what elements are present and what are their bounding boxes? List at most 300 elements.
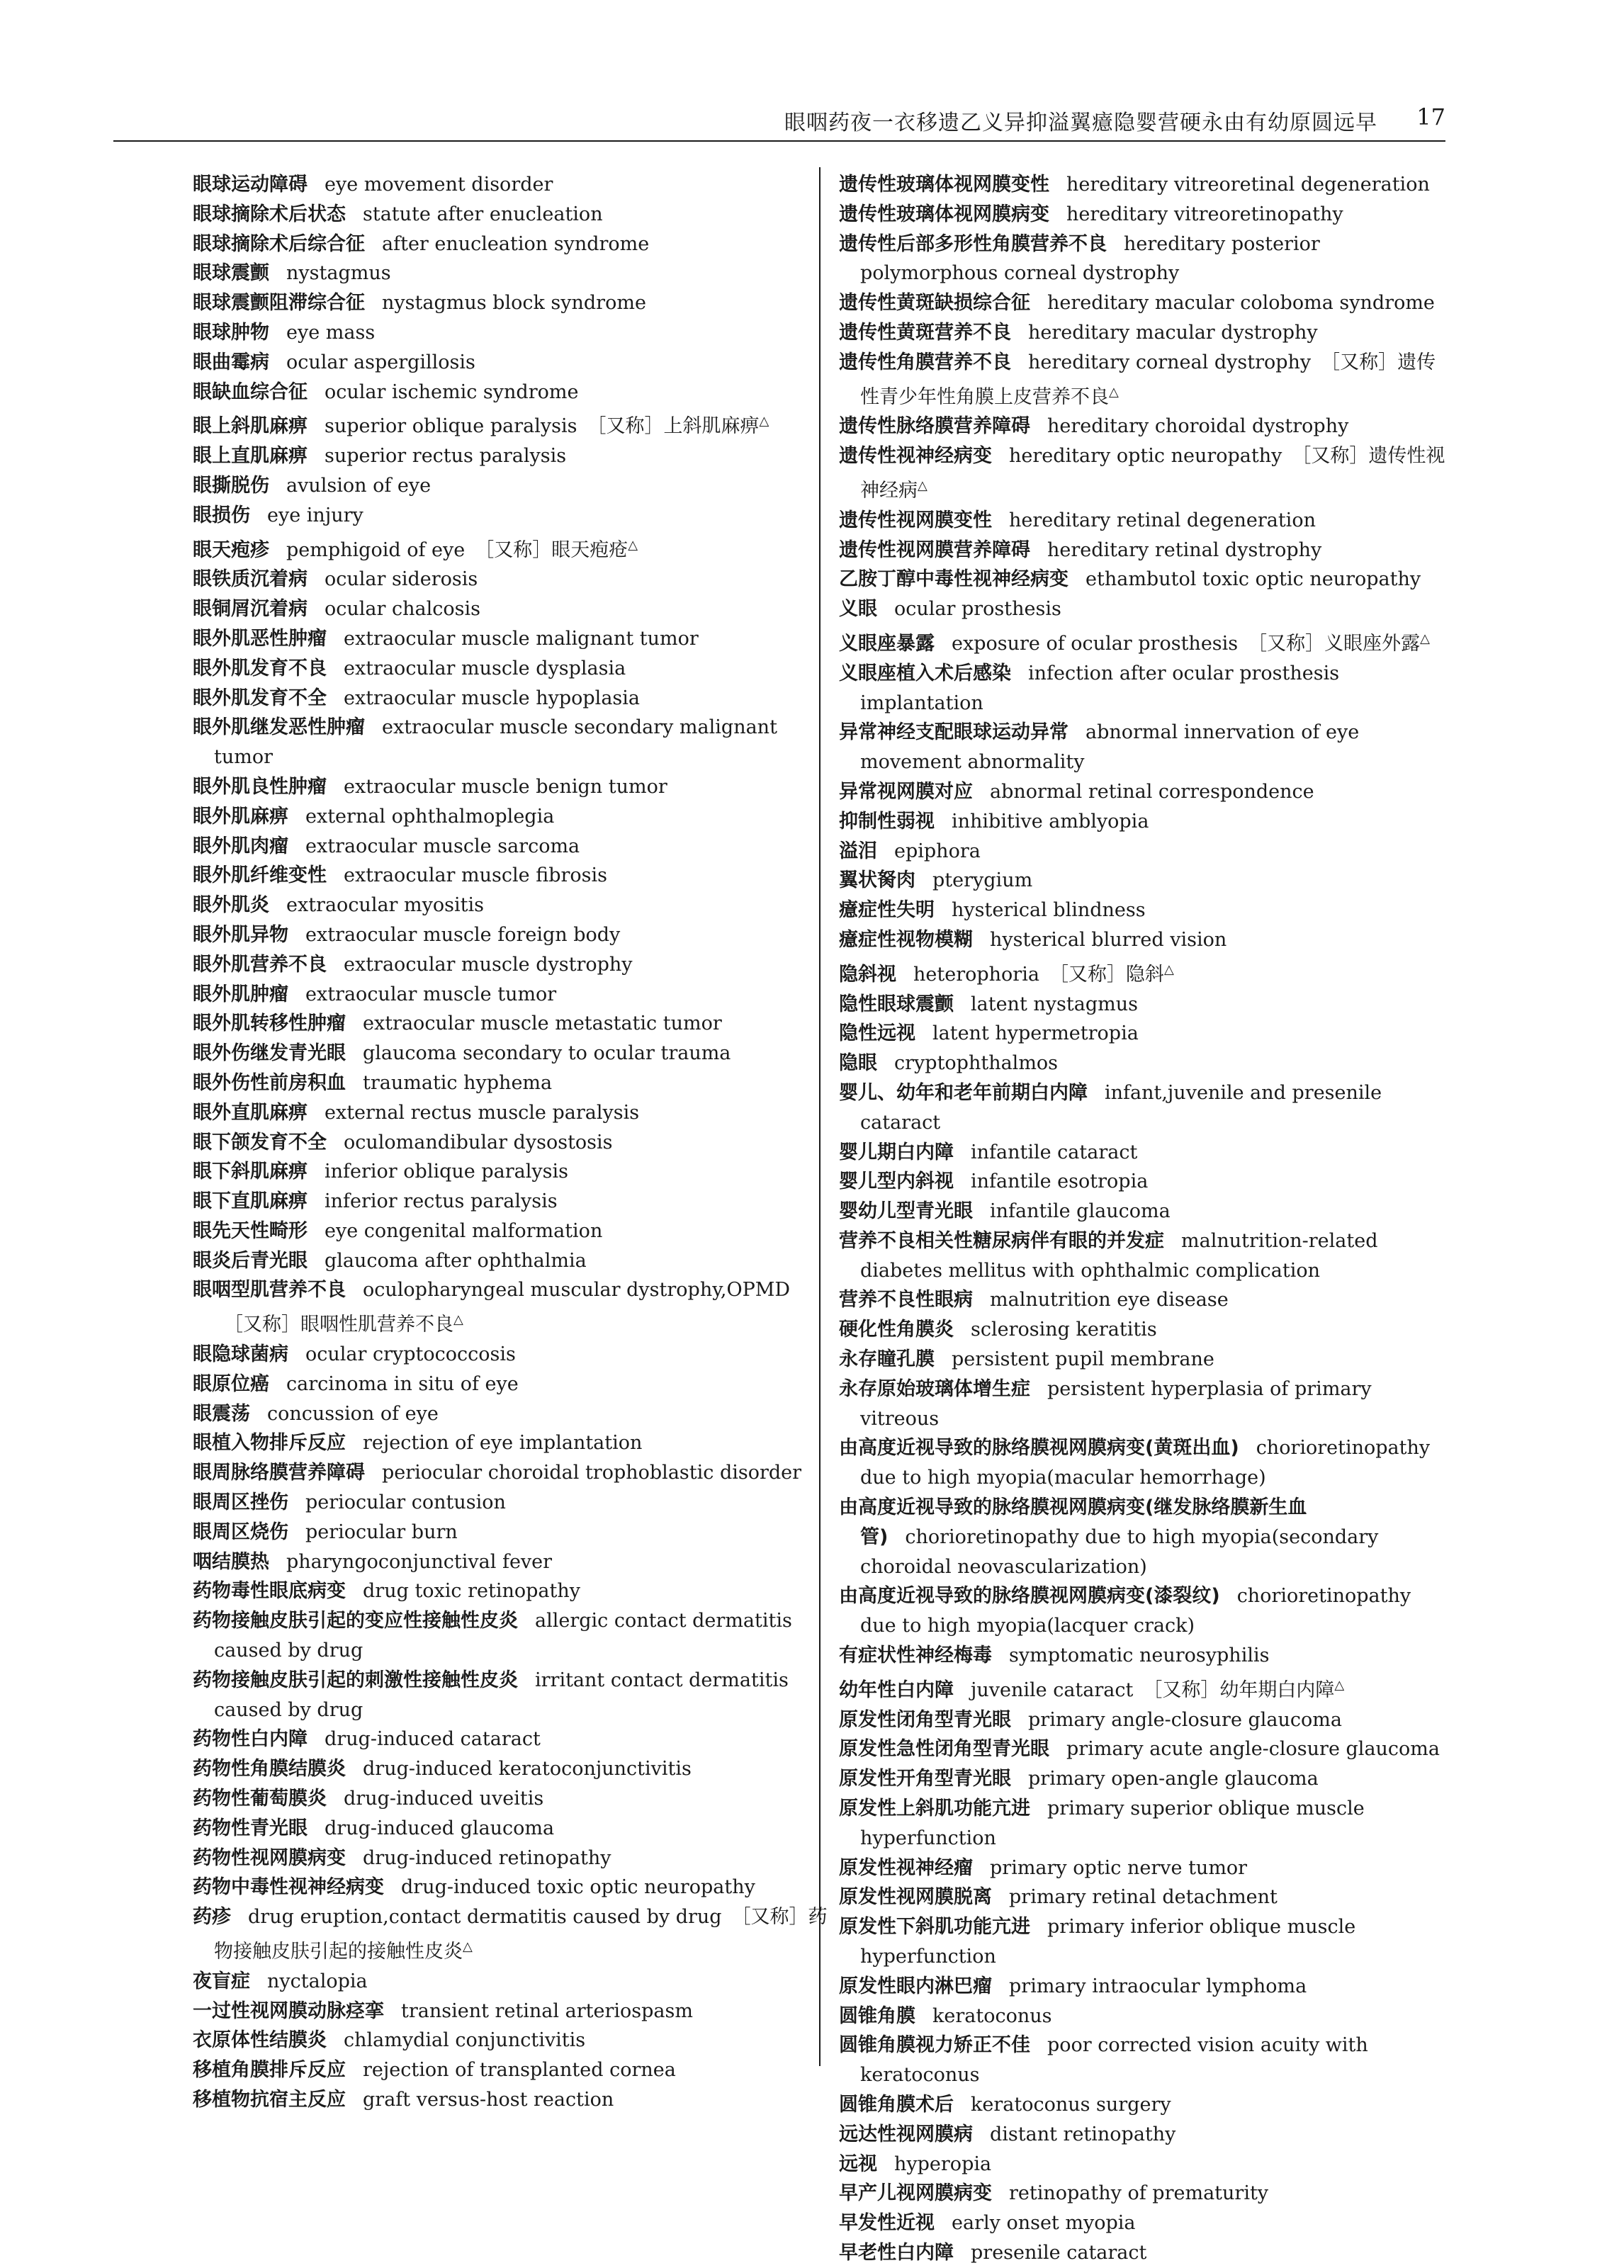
term-english: hereditary retinal dystrophy xyxy=(1047,538,1322,561)
term-english: concussion of eye xyxy=(267,1402,439,1425)
alias-text: ［又称］药物接触皮肤引起的接触性皮炎 xyxy=(214,1906,828,1963)
glossary-entry xyxy=(839,170,1453,200)
term-english: oculopharyngeal muscular dystrophy,OPMD xyxy=(363,1279,791,1302)
glossary-entry xyxy=(839,866,1453,896)
term-alias-note xyxy=(475,539,638,561)
glossary-entry xyxy=(193,1246,838,1276)
term-chinese: 眼曲霉病 xyxy=(193,351,269,373)
glossary-entry xyxy=(839,1641,1453,1671)
term-chinese: 药疹 xyxy=(193,1906,231,1929)
term-english: primary intraocular lymphoma xyxy=(1009,1975,1307,1997)
glossary-entry xyxy=(839,1912,1453,1972)
glossary-entry xyxy=(193,1098,838,1128)
alias-text: ［又称］眼天疱疮 xyxy=(475,538,628,561)
term-english: infantile glaucoma xyxy=(990,1200,1171,1223)
glossary-entry xyxy=(839,1794,1453,1854)
triangle-mark-icon: △ xyxy=(918,478,927,493)
term-english: persistent pupil membrane xyxy=(952,1348,1214,1371)
term-english: symptomatic neurosyphilis xyxy=(1009,1644,1270,1667)
term-chinese: 隐性眼球震颤 xyxy=(839,993,954,1015)
glossary-entry xyxy=(193,2026,838,2055)
term-chinese: 眼外肌发育不良 xyxy=(193,657,327,679)
term-english: drug-induced keratoconjunctivitis xyxy=(363,1758,692,1781)
term-chinese: 遗传性视神经病变 xyxy=(839,445,992,468)
term-english: traumatic hyphema xyxy=(363,1071,553,1094)
term-english: primary superior oblique muscle hyperfunction xyxy=(860,1798,1365,1849)
triangle-mark-icon: △ xyxy=(759,414,769,429)
term-chinese: 眼下斜肌麻痹 xyxy=(193,1161,308,1183)
glossary-entry xyxy=(839,955,1453,990)
term-english: graft versus-host reaction xyxy=(363,2089,614,2111)
term-chinese: 眼损伤 xyxy=(193,504,250,526)
term-chinese: 遗传性脉络膜营养障碍 xyxy=(839,415,1030,438)
term-english: ocular aspergillosis xyxy=(286,351,475,373)
glossary-entry xyxy=(839,1138,1453,1168)
glossary-entry xyxy=(193,318,838,348)
term-english: primary acute angle-closure glaucoma xyxy=(1066,1738,1440,1761)
term-chinese: 眼原位癌 xyxy=(193,1372,269,1395)
term-english: abnormal retinal correspondence xyxy=(990,780,1314,803)
term-chinese: 眼球摘除术后状态 xyxy=(193,203,346,225)
alias-text: ［又称］义眼座外露 xyxy=(1248,632,1421,655)
glossary-entry xyxy=(193,1068,838,1098)
glossary-entry xyxy=(193,772,838,802)
glossary-entry xyxy=(193,1725,838,1754)
glossary-entry xyxy=(839,230,1453,289)
term-english: nyctalopia xyxy=(267,1970,368,1992)
term-chinese: 硬化性角膜炎 xyxy=(839,1319,954,1341)
term-english: ocular prosthesis xyxy=(894,598,1061,621)
term-english: statute after enucleation xyxy=(363,203,603,225)
term-english: periocular contusion xyxy=(305,1491,506,1514)
term-chinese: 一过性视网膜动脉痉挛 xyxy=(193,1999,384,2022)
glossary-entry xyxy=(839,718,1453,777)
term-chinese: 溢泪 xyxy=(839,840,877,862)
term-english: allergic contact dermatitis caused by drug xyxy=(214,1610,792,1662)
term-chinese: 眼外肌肉瘤 xyxy=(193,835,288,857)
term-chinese: 眼外肌继发恶性肿瘤 xyxy=(193,716,365,739)
glossary-entry xyxy=(839,2238,1453,2268)
term-chinese: 遗传性黄斑营养不良 xyxy=(839,321,1011,344)
term-english: drug toxic retinopathy xyxy=(363,1580,581,1603)
glossary-entry xyxy=(193,531,838,565)
term-english: eye mass xyxy=(286,321,376,344)
term-chinese: 眼外肌恶性肿瘤 xyxy=(193,627,327,650)
term-chinese: 眼震荡 xyxy=(193,1402,250,1425)
triangle-mark-icon: △ xyxy=(1109,384,1119,400)
alias-text: ［又称］上斜肌麻痹 xyxy=(587,415,760,438)
glossary-entry xyxy=(839,1705,1453,1735)
term-chinese: 衣原体性结膜炎 xyxy=(193,2029,327,2052)
term-english: drug eruption,contact dermatitis caused by drug xyxy=(248,1906,722,1929)
term-chinese: 眼外肌肿瘤 xyxy=(193,983,288,1005)
term-english: ocular chalcosis xyxy=(325,598,480,621)
term-chinese: 遗传性角膜营养不良 xyxy=(839,351,1011,373)
term-chinese: 原发性上斜肌功能亢进 xyxy=(839,1798,1030,1820)
term-english: latent hypermetropia xyxy=(932,1022,1139,1045)
term-chinese: 眼周区烧伤 xyxy=(193,1521,288,1543)
term-english: drug-induced cataract xyxy=(325,1728,541,1751)
term-chinese: 原发性闭角型青光眼 xyxy=(839,1708,1011,1731)
term-english: sclerosing keratitis xyxy=(971,1319,1157,1341)
term-english: primary open-angle glaucoma xyxy=(1028,1768,1319,1790)
term-chinese: 药物性白内障 xyxy=(193,1728,308,1751)
term-english: hereditary vitreoretinopathy xyxy=(1066,203,1343,225)
glossary-entry xyxy=(193,1428,838,1458)
glossary-entry xyxy=(839,1019,1453,1049)
term-english: infection after ocular prosthesis implantation xyxy=(860,662,1340,714)
term-chinese: 药物接触皮肤引起的刺激性接触性皮炎 xyxy=(193,1669,518,1691)
term-chinese: 遗传性视网膜营养障碍 xyxy=(839,538,1030,561)
term-english: extraocular muscle hypoplasia xyxy=(344,687,640,709)
term-chinese: 移植物抗宿主反应 xyxy=(193,2089,346,2111)
term-chinese: 眼球震颤 xyxy=(193,262,269,285)
term-english: epiphora xyxy=(894,840,981,862)
glossary-entry xyxy=(839,1671,1453,1705)
glossary-entry xyxy=(193,1873,838,1902)
term-english: eye injury xyxy=(267,504,363,526)
term-chinese: 咽结膜热 xyxy=(193,1550,269,1573)
term-chinese: 药物性葡萄膜炎 xyxy=(193,1788,327,1810)
glossary-entry xyxy=(839,536,1453,565)
term-chinese: 圆锥角膜 xyxy=(839,2004,915,2027)
term-chinese: 义眼座植入术后感染 xyxy=(839,662,1011,684)
glossary-entry xyxy=(839,1078,1453,1138)
glossary-entry xyxy=(193,1576,838,1606)
term-chinese: 婴儿期白内障 xyxy=(839,1141,954,1163)
term-chinese: 眼天疱疹 xyxy=(193,538,269,561)
term-alias-note xyxy=(1049,961,1174,986)
term-english: external ophthalmoplegia xyxy=(305,805,555,828)
glossary-entry xyxy=(193,2085,838,2115)
term-chinese: 由高度近视导致的脉络膜视网膜病变(继发脉络膜新生血管) xyxy=(839,1496,1307,1548)
term-chinese: 药物中毒性视神经病变 xyxy=(193,1876,384,1899)
term-chinese: 远视 xyxy=(839,2153,877,2175)
term-english: pharyngoconjunctival fever xyxy=(286,1550,553,1573)
term-english: hereditary posterior polymorphous corneal dystrophy xyxy=(860,232,1320,285)
term-english: inferior rectus paralysis xyxy=(325,1190,558,1213)
term-english: chorioretinopathy due to high myopia(macular hemorrhage) xyxy=(860,1437,1431,1489)
term-chinese: 原发性眼内淋巴瘤 xyxy=(839,1975,992,1997)
glossary-entry xyxy=(193,407,838,441)
term-english: after enucleation syndrome xyxy=(382,232,650,255)
term-chinese: 隐性远视 xyxy=(839,1022,915,1045)
term-chinese: 眼球摘除术后综合征 xyxy=(193,232,365,255)
triangle-mark-icon: △ xyxy=(453,1312,463,1328)
term-chinese: 营养不良相关性糖尿病伴有眼的并发症 xyxy=(839,1229,1164,1252)
triangle-mark-icon: △ xyxy=(628,537,638,553)
glossary-entry xyxy=(839,506,1453,536)
term-chinese: 眼隐球菌病 xyxy=(193,1343,288,1366)
glossary-entry xyxy=(839,1764,1453,1794)
term-english: malnutrition eye disease xyxy=(990,1289,1229,1311)
term-chinese: 翼状胬肉 xyxy=(839,869,915,892)
term-english: extraocular muscle dysplasia xyxy=(344,657,626,679)
glossary-entry xyxy=(839,594,1453,624)
term-chinese: 遗传性玻璃体视网膜变性 xyxy=(839,174,1049,196)
glossary-entry xyxy=(193,1009,838,1039)
glossary-entry xyxy=(839,1493,1453,1581)
term-chinese: 幼年性白内障 xyxy=(839,1679,954,1701)
glossary-entry xyxy=(193,1666,838,1725)
glossary-entry xyxy=(839,624,1453,659)
glossary-entry xyxy=(193,1370,838,1399)
triangle-mark-icon: △ xyxy=(1420,631,1430,646)
glossary-entry xyxy=(839,1345,1453,1375)
term-english: hyperopia xyxy=(894,2153,992,2175)
term-english: pemphigoid of eye xyxy=(286,538,466,561)
term-english: extraocular myositis xyxy=(286,894,484,917)
term-english: early onset myopia xyxy=(952,2212,1136,2235)
glossary-entry xyxy=(839,2208,1453,2238)
glossary-entry xyxy=(839,990,1453,1020)
term-english: chorioretinopathy due to high myopia(lacquer crack) xyxy=(860,1585,1411,1637)
glossary-entry xyxy=(193,565,838,594)
term-alias-note xyxy=(1248,633,1430,655)
left-column xyxy=(193,170,838,2115)
term-chinese: 眼缺血综合征 xyxy=(193,380,308,403)
triangle-mark-icon: △ xyxy=(1163,961,1174,977)
term-chinese: 癔症性失明 xyxy=(839,899,935,922)
term-alias-note xyxy=(587,415,769,437)
glossary-entry xyxy=(193,348,838,378)
term-chinese: 义眼座暴露 xyxy=(839,632,935,655)
term-english: exposure of ocular prosthesis xyxy=(952,632,1239,655)
term-english: eye movement disorder xyxy=(325,174,553,196)
glossary-entry xyxy=(193,1488,838,1518)
glossary-entry xyxy=(193,1128,838,1158)
term-chinese: 原发性下斜肌功能亢进 xyxy=(839,1916,1030,1939)
right-column xyxy=(839,170,1453,2268)
page-number: 17 xyxy=(1416,103,1445,130)
glossary-entry xyxy=(193,1844,838,1873)
term-chinese: 圆锥角膜视力矫正不佳 xyxy=(839,2034,1030,2057)
term-english: avulsion of eye xyxy=(286,474,432,497)
term-chinese: 遗传性玻璃体视网膜病变 xyxy=(839,203,1049,225)
glossary-entry xyxy=(193,950,838,980)
running-header xyxy=(113,101,1445,142)
glossary-entry xyxy=(193,1814,838,1844)
glossary-entry xyxy=(193,1399,838,1429)
term-english: hysterical blindness xyxy=(952,899,1146,922)
term-english: extraocular muscle foreign body xyxy=(305,923,621,946)
glossary-entry xyxy=(839,2150,1453,2179)
term-english: periocular choroidal trophoblastic disorder xyxy=(382,1462,802,1484)
term-english: infant,juvenile and presenile cataract xyxy=(860,1081,1382,1134)
term-english: hereditary optic neuropathy xyxy=(1009,445,1282,468)
glossary-entry xyxy=(193,501,838,531)
glossary-entry xyxy=(193,1547,838,1577)
glossary-entry xyxy=(839,1049,1453,1078)
glossary-entry xyxy=(193,378,838,407)
term-chinese: 眼外肌良性肿瘤 xyxy=(193,775,327,798)
glossary-entry xyxy=(193,1187,838,1217)
term-chinese: 眼铁质沉着病 xyxy=(193,568,308,591)
term-chinese: 夜盲症 xyxy=(193,1970,250,1992)
glossary-entry xyxy=(839,200,1453,230)
term-chinese: 眼外伤性前房积血 xyxy=(193,1071,346,1094)
glossary-entry xyxy=(193,624,838,654)
term-chinese: 早发性近视 xyxy=(839,2212,935,2235)
term-alias-note xyxy=(1143,1679,1344,1701)
term-english: juvenile cataract xyxy=(971,1679,1134,1701)
alias-text: ［又称］眼咽性肌营养不良 xyxy=(224,1314,453,1336)
glossary-entry xyxy=(193,1784,838,1814)
term-chinese: 由高度近视导致的脉络膜视网膜病变(漆裂纹) xyxy=(839,1585,1220,1608)
term-english: keratoconus surgery xyxy=(971,2094,1171,2116)
term-chinese: 眼周区挫伤 xyxy=(193,1491,288,1514)
term-chinese: 早产儿视网膜病变 xyxy=(839,2182,992,2205)
term-english: infantile esotropia xyxy=(971,1170,1149,1193)
glossary-entry xyxy=(193,200,838,230)
term-english: nystagmus block syndrome xyxy=(382,292,646,315)
glossary-entry xyxy=(839,2120,1453,2150)
term-english: chlamydial conjunctivitis xyxy=(344,2029,586,2052)
glossary-entry xyxy=(193,1754,838,1784)
term-english: primary inferior oblique muscle hyperfunction xyxy=(860,1916,1356,1968)
term-chinese: 眼咽型肌营养不良 xyxy=(193,1279,346,1302)
term-chinese: 眼外伤继发青光眼 xyxy=(193,1042,346,1065)
glossary-entry xyxy=(839,807,1453,837)
glossary-entry xyxy=(839,837,1453,867)
term-chinese: 药物毒性眼底病变 xyxy=(193,1580,346,1603)
term-chinese: 眼球肿物 xyxy=(193,321,269,344)
glossary-entry xyxy=(839,1433,1453,1493)
term-english: primary retinal detachment xyxy=(1009,1886,1278,1909)
glossary-entry xyxy=(839,659,1453,718)
glossary-entry xyxy=(193,920,838,950)
term-english: retinopathy of prematurity xyxy=(1009,2182,1269,2205)
term-english: eye congenital malformation xyxy=(325,1219,603,1242)
term-english: extraocular muscle sarcoma xyxy=(305,835,580,857)
term-english: distant retinopathy xyxy=(990,2123,1176,2145)
term-english: chorioretinopathy due to high myopia(secondary choroidal neovascularization) xyxy=(860,1525,1379,1578)
term-english: periocular burn xyxy=(305,1521,458,1543)
term-english: hereditary corneal dystrophy xyxy=(1028,351,1312,373)
glossary-entry xyxy=(839,565,1453,594)
glossary-entry xyxy=(193,1217,838,1246)
term-chinese: 眼外肌麻痹 xyxy=(193,805,288,828)
term-english: drug-induced toxic optic neuropathy xyxy=(401,1876,755,1899)
glossary-entry xyxy=(193,1039,838,1068)
term-english: drug-induced retinopathy xyxy=(363,1846,611,1869)
glossary-entry xyxy=(839,412,1453,441)
term-chinese: 异常视网膜对应 xyxy=(839,780,973,803)
glossary-entry xyxy=(839,288,1453,318)
glossary-entry xyxy=(193,1458,838,1488)
term-english: ethambutol toxic optic neuropathy xyxy=(1086,568,1421,591)
term-english: superior rectus paralysis xyxy=(325,445,567,468)
term-chinese: 遗传性后部多形性角膜营养不良 xyxy=(839,232,1107,255)
term-english: carcinoma in situ of eye xyxy=(286,1372,519,1395)
term-english: nystagmus xyxy=(286,262,391,285)
glossary-entry xyxy=(839,777,1453,807)
term-english: superior oblique paralysis xyxy=(325,415,577,438)
term-chinese: 眼周脉络膜营养障碍 xyxy=(193,1462,365,1484)
term-english: ocular siderosis xyxy=(325,568,478,591)
term-chinese: 移植角膜排斥反应 xyxy=(193,2059,346,2082)
glossary-entry xyxy=(193,2055,838,2085)
term-chinese: 有症状性神经梅毒 xyxy=(839,1644,992,1667)
glossary-entry xyxy=(839,2090,1453,2120)
term-english: rejection of transplanted cornea xyxy=(363,2059,676,2082)
term-english: hereditary macular dystrophy xyxy=(1028,321,1318,344)
alias-text: ［又称］遗传性视神经病 xyxy=(860,445,1445,502)
term-english: oculomandibular dysostosis xyxy=(344,1131,613,1153)
term-english: primary angle-closure glaucoma xyxy=(1028,1708,1342,1731)
term-chinese: 眼先天性畸形 xyxy=(193,1219,308,1242)
term-alias-note xyxy=(224,1314,463,1336)
term-chinese: 眼外肌异物 xyxy=(193,923,288,946)
glossary-entry xyxy=(193,802,838,832)
glossary-entry xyxy=(193,1518,838,1547)
term-chinese: 婴幼儿型青光眼 xyxy=(839,1200,973,1223)
triangle-mark-icon: △ xyxy=(1334,1677,1345,1693)
glossary-entry xyxy=(193,861,838,891)
term-chinese: 婴儿、幼年和老年前期白内障 xyxy=(839,1081,1088,1104)
term-chinese: 眼铜屑沉着病 xyxy=(193,598,308,621)
term-english: drug-induced glaucoma xyxy=(325,1817,555,1839)
term-chinese: 原发性开角型青光眼 xyxy=(839,1768,1011,1790)
glossary-entry xyxy=(193,1902,838,1967)
glossary-entry xyxy=(193,1340,838,1370)
glossary-entry xyxy=(839,1285,1453,1315)
glossary-entry xyxy=(193,170,838,200)
term-english: extraocular muscle tumor xyxy=(305,983,557,1005)
glossary-entry xyxy=(193,230,838,259)
glossary-entry xyxy=(839,1197,1453,1226)
alias-text: ［又称］幼年期白内障 xyxy=(1143,1679,1335,1701)
term-chinese: 眼上直肌麻痹 xyxy=(193,445,308,468)
glossary-entry xyxy=(193,832,838,862)
term-chinese: 圆锥角膜术后 xyxy=(839,2094,954,2116)
term-english: glaucoma secondary to ocular trauma xyxy=(363,1042,731,1065)
term-english: external rectus muscle paralysis xyxy=(325,1101,640,1124)
term-english: rejection of eye implantation xyxy=(363,1432,643,1455)
term-chinese: 眼下颌发育不全 xyxy=(193,1131,327,1153)
term-english: hereditary macular coloboma syndrome xyxy=(1047,292,1435,315)
term-english: keratoconus xyxy=(932,2004,1052,2027)
term-english: extraocular muscle metastatic tumor xyxy=(363,1012,722,1035)
term-english: glaucoma after ophthalmia xyxy=(325,1249,587,1272)
glossary-entry xyxy=(839,2179,1453,2208)
term-chinese: 药物性角膜结膜炎 xyxy=(193,1758,346,1781)
term-chinese: 眼上斜肌麻痹 xyxy=(193,415,308,438)
term-english: latent nystagmus xyxy=(971,993,1138,1015)
term-chinese: 眼外肌转移性肿瘤 xyxy=(193,1012,346,1035)
term-chinese: 眼外肌发育不全 xyxy=(193,687,327,709)
glossary-entry xyxy=(839,896,1453,925)
glossary-entry xyxy=(839,1854,1453,1883)
triangle-mark-icon: △ xyxy=(463,1939,473,1955)
term-english: abnormal innervation of eye movement abnormality xyxy=(860,721,1360,774)
term-english: transient retinal arteriospasm xyxy=(401,1999,693,2022)
term-chinese: 药物接触皮肤引起的变应性接触性皮炎 xyxy=(193,1610,518,1632)
term-english: extraocular muscle dystrophy xyxy=(344,953,633,976)
glossary-entry xyxy=(193,1606,838,1666)
term-chinese: 远达性视网膜病 xyxy=(839,2123,973,2145)
glossary-entry xyxy=(839,1734,1453,1764)
term-english: malnutrition-related diabetes mellitus with ophthalmic complication xyxy=(860,1229,1378,1282)
term-english: extraocular muscle secondary malignant tumor xyxy=(214,716,777,769)
glossary-entry xyxy=(193,1275,838,1340)
glossary-entry xyxy=(193,1997,838,2026)
glossary-entry xyxy=(193,684,838,713)
term-english: inhibitive amblyopia xyxy=(952,810,1149,833)
term-chinese: 遗传性黄斑缺损综合征 xyxy=(839,292,1030,315)
glossary-entry xyxy=(839,925,1453,955)
term-chinese: 眼球震颤阻滞综合征 xyxy=(193,292,365,315)
